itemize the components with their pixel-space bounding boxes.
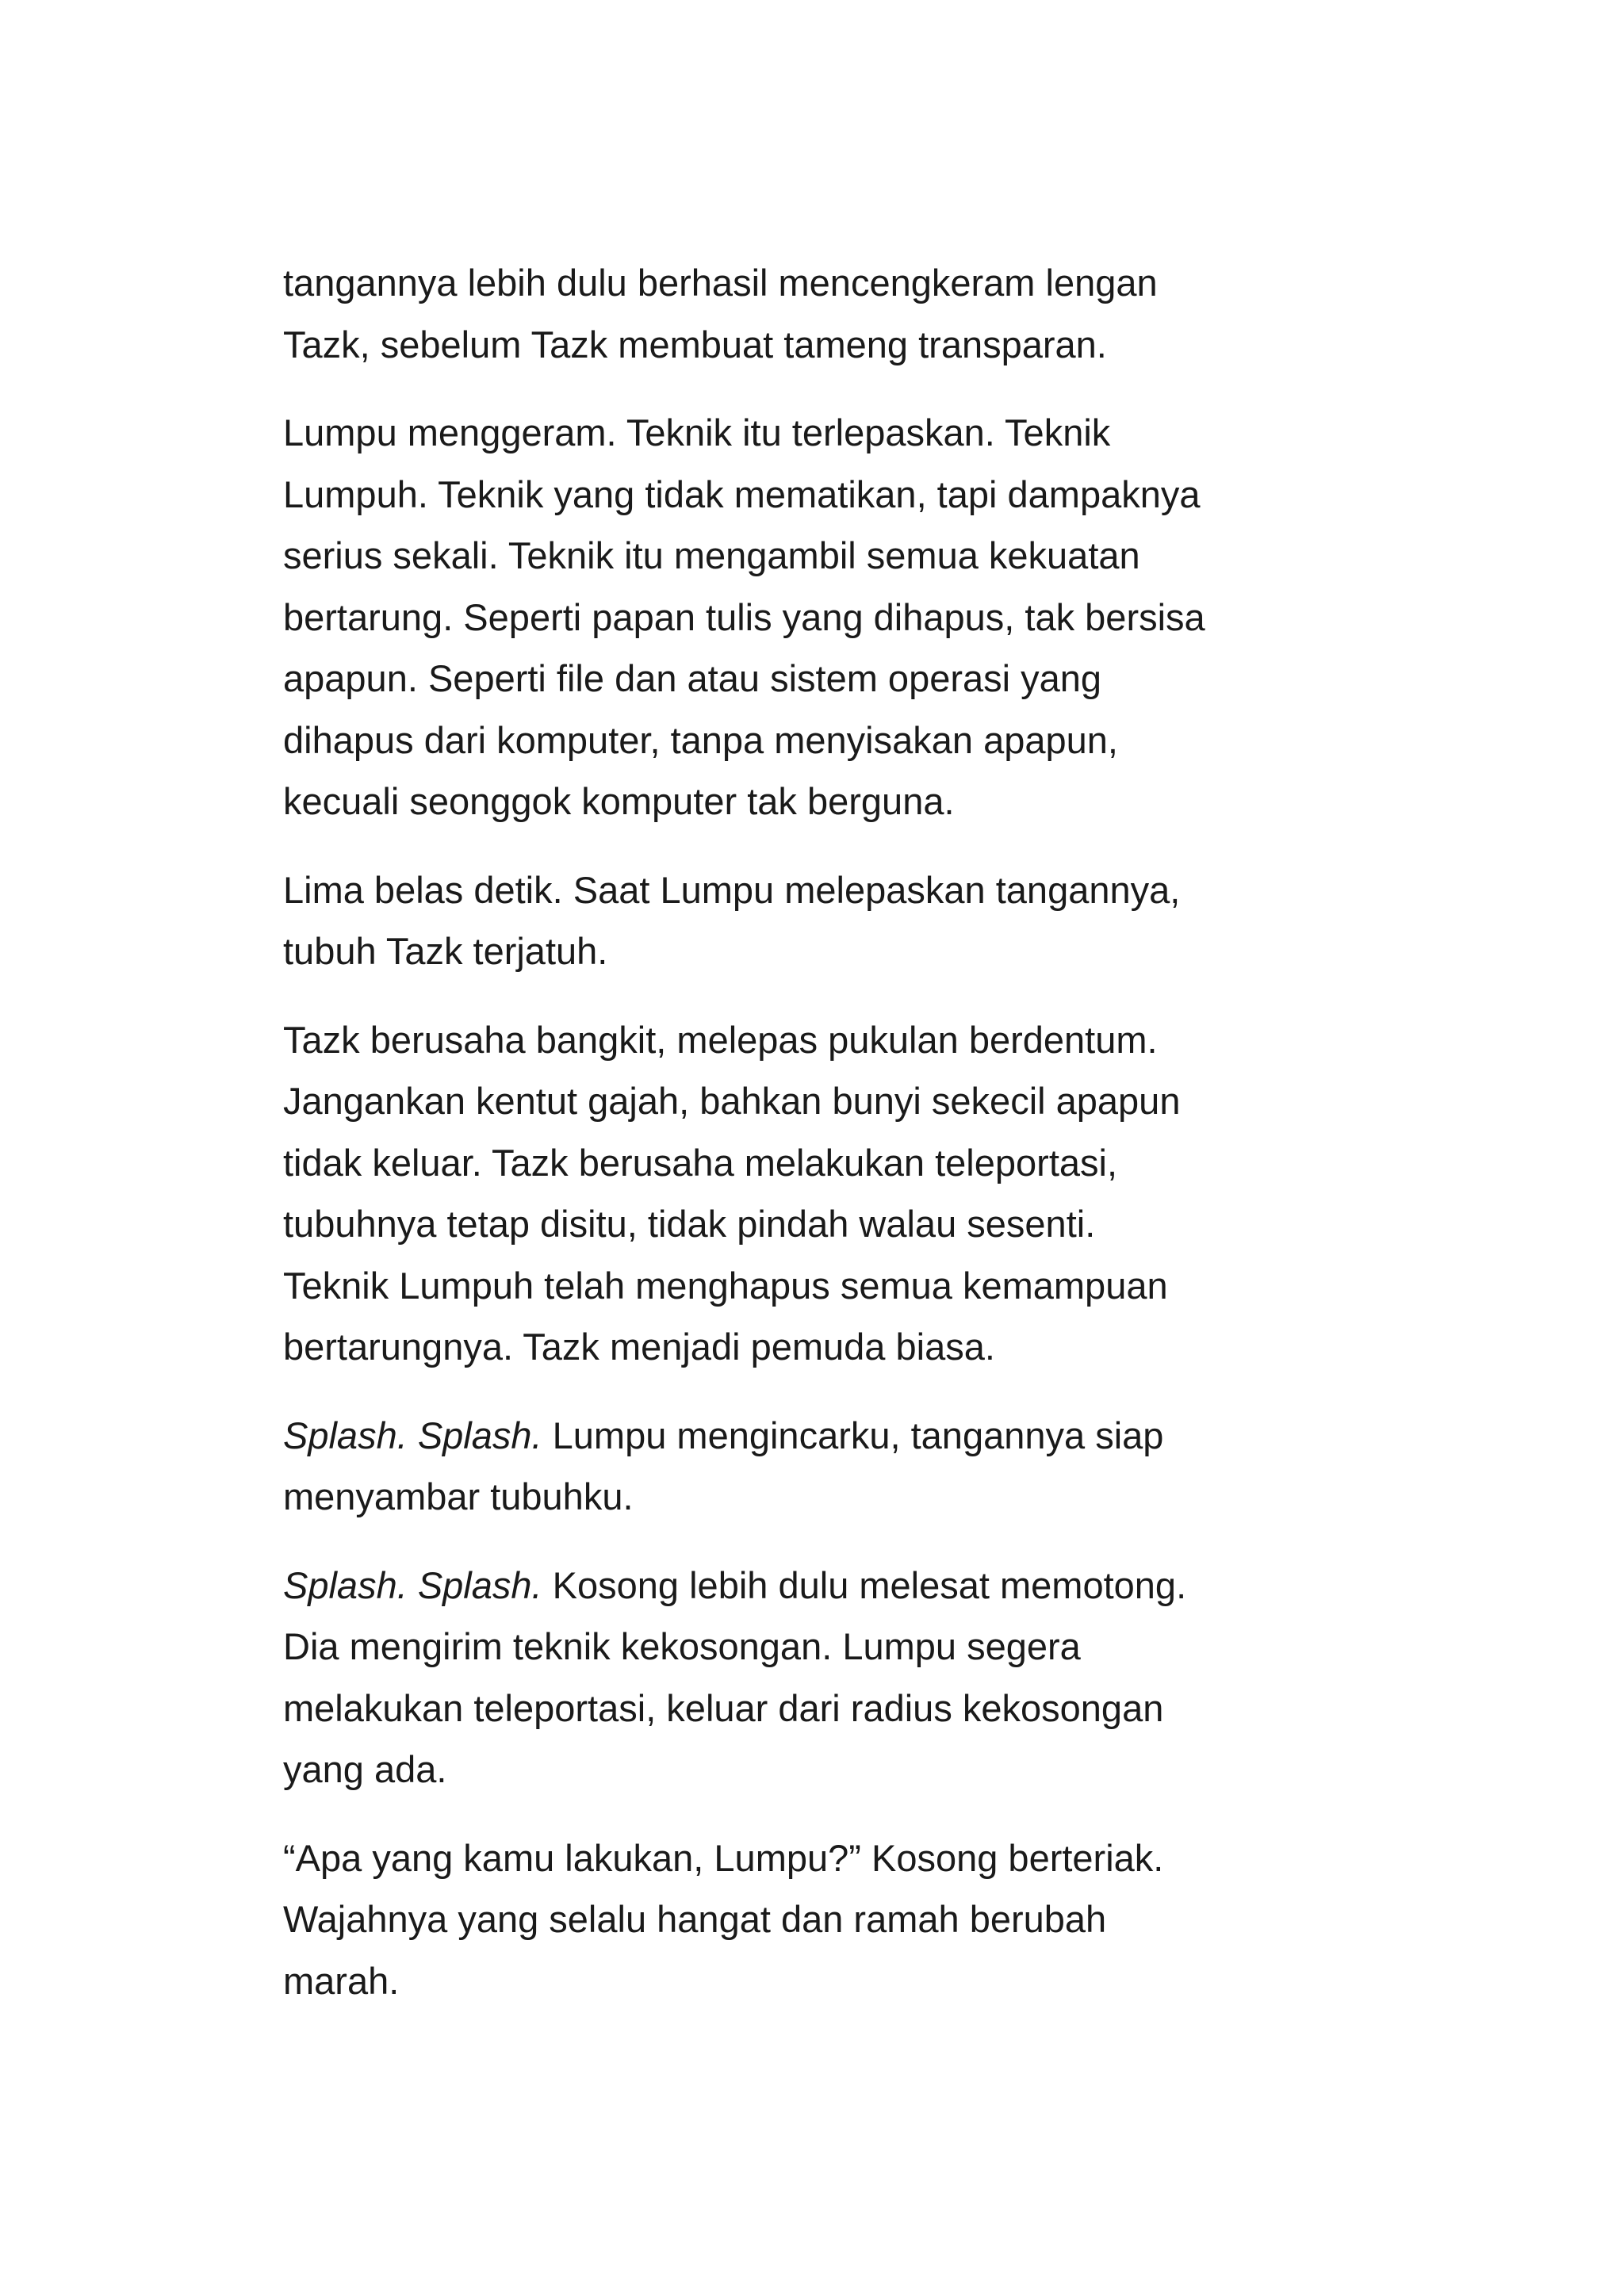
text-line: yang ada. — [283, 1748, 447, 1790]
text-line: Lumpu menggeram. Teknik itu terlepaskan. Teknik — [283, 411, 1111, 453]
text-line: Lima belas detik. Saat Lumpu melepaskan tangannya, — [283, 868, 1181, 911]
text-line: bertarungnya. Tazk menjadi pemuda biasa. — [283, 1326, 995, 1368]
text-line: apapun. Seperti file dan atau sistem operasi yang — [283, 657, 1102, 699]
text-line: Jangankan kentut gajah, bahkan bunyi sekecil apapun — [283, 1080, 1181, 1122]
text-line: bertarung. Seperti papan tulis yang dihapus, tak bersisa — [283, 595, 1205, 638]
paragraph-2 — [283, 402, 1393, 832]
text-line: “Apa yang kamu lakukan, Lumpu?” Kosong berteriak. — [283, 1836, 1164, 1879]
paragraph-4 — [283, 1009, 1393, 1378]
text-line: kecuali seonggok komputer tak berguna. — [283, 780, 955, 822]
text-line: Lumpuh. Teknik yang tidak mematikan, tapi dampaknya — [283, 473, 1201, 515]
text-line: Dia mengirim teknik kekosongan. Lumpu segera — [283, 1625, 1081, 1667]
text-run: Kosong lebih dulu melesat memotong. — [542, 1563, 1187, 1606]
text-line: tubuh Tazk terjatuh. — [283, 930, 608, 972]
paragraph-1 — [283, 252, 1393, 375]
text-line: tubuhnya tetap disitu, tidak pindah walau sesenti. — [283, 1203, 1096, 1245]
text-line: tidak keluar. Tazk berusaha melakukan teleportasi, — [283, 1141, 1118, 1184]
text-line: menyambar tubuhku. — [283, 1475, 634, 1517]
text-line: dihapus dari komputer, tanpa menyisakan apapun, — [283, 718, 1118, 761]
text-line: serius sekali. Teknik itu mengambil semua kekuatan — [283, 534, 1140, 576]
text-line — [283, 1555, 1393, 1617]
text-line: Teknik Lumpuh telah menghapus semua kemampuan — [283, 1264, 1168, 1307]
paragraph-5 — [283, 1405, 1393, 1528]
body-text — [283, 252, 1393, 2038]
text-line: Wajahnya yang selalu hangat dan ramah berubah — [283, 1898, 1107, 1940]
text-line: Tazk, sebelum Tazk membuat tameng transparan. — [283, 323, 1107, 365]
text-line — [283, 1405, 1393, 1467]
text-line: melakukan teleportasi, keluar dari radius kekosongan — [283, 1686, 1164, 1729]
paragraph-6 — [283, 1555, 1393, 1800]
text-line: marah. — [283, 1959, 400, 2002]
paragraph-3 — [283, 859, 1393, 982]
paragraph-7 — [283, 1827, 1393, 2012]
italic-sound-effect: Splash. Splash. — [283, 1414, 542, 1456]
text-run: Lumpu mengincarku, tangannya siap — [542, 1414, 1164, 1456]
text-line: Tazk berusaha bangkit, melepas pukulan berdentum. — [283, 1018, 1158, 1061]
text-line: tangannya lebih dulu berhasil mencengkeram lengan — [283, 262, 1158, 304]
italic-sound-effect: Splash. Splash. — [283, 1563, 542, 1606]
